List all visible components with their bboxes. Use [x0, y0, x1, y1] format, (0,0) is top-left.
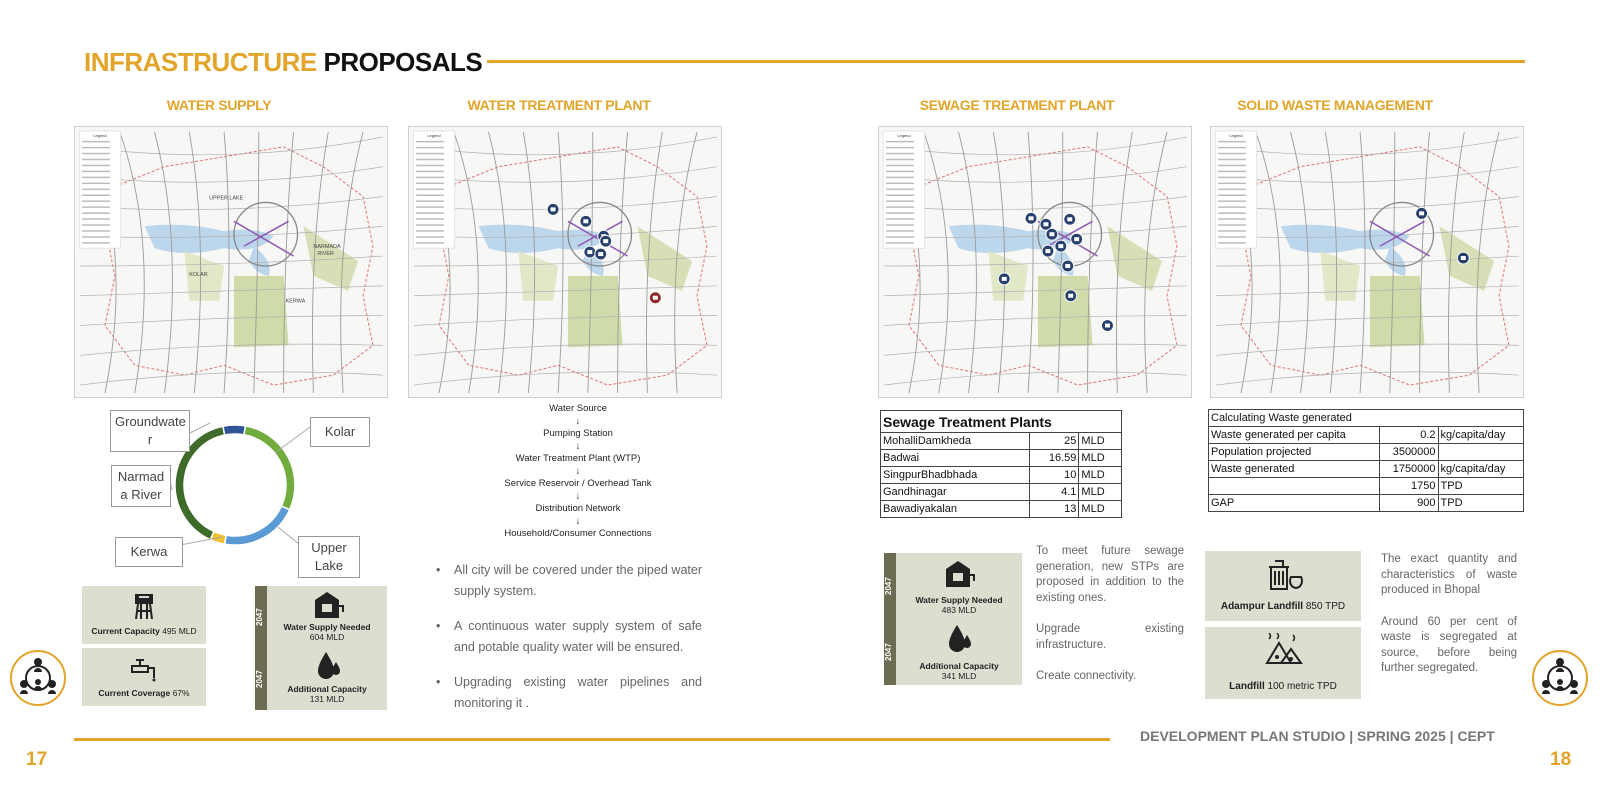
map-label: NARMADA: [313, 244, 341, 251]
legend-entry: [886, 236, 914, 237]
facility-marker-glyph: [587, 250, 592, 254]
legend-title: Legend: [897, 132, 911, 138]
table-row: [1209, 478, 1524, 495]
title-part-2: PROPOSALS: [323, 47, 483, 77]
page-number-left: 17: [26, 749, 48, 770]
facility-marker-glyph: [1068, 294, 1073, 298]
stp-unit: MLD: [1079, 484, 1122, 501]
flow-arrow: ↓: [575, 490, 581, 502]
flow-arrow: ↓: [575, 415, 581, 427]
year-label-2: 2047: [884, 619, 896, 685]
landfill-value: 100 metric TPD: [1267, 681, 1337, 692]
legend-entry: [1218, 147, 1246, 148]
legend-entry: [82, 242, 110, 243]
table-row: [881, 484, 1122, 501]
legend-entry: [886, 165, 914, 166]
house-water-icon: [313, 590, 345, 620]
water-tower-icon: [132, 592, 156, 620]
waste-unit: TPD: [1438, 495, 1523, 512]
legend-entry: [416, 171, 444, 172]
forest-area: [1370, 276, 1425, 347]
stp-name: MohalliDamkheda: [881, 433, 1030, 450]
stp-unit: MLD: [1079, 501, 1122, 518]
water-drop-icon: [315, 650, 343, 680]
legend-entry: [1218, 177, 1246, 178]
legend-entry: [1218, 218, 1246, 219]
legend-entry: [416, 141, 444, 142]
legend-entry: [416, 200, 444, 201]
waste-unit: kg/capita/day: [1438, 461, 1523, 478]
list-item: • A continuous water supply system of safe and potable quality water will be ensured.: [434, 616, 702, 657]
legend-entry: [1218, 171, 1246, 172]
heading-sewage-treatment: SEWAGE TREATMENT PLANT: [919, 97, 1115, 113]
facility-marker-glyph: [1074, 237, 1079, 241]
map-label: RIVER: [317, 251, 334, 258]
callout-leader-line: [278, 527, 300, 545]
flow-step: Service Reservoir / Overhead Tank: [504, 478, 652, 489]
legend-entry: [416, 212, 444, 213]
donut-slice-kolar: [244, 426, 295, 510]
legend-entry: [82, 177, 110, 178]
people-network-icon: [1534, 652, 1586, 704]
legend-entry: [416, 195, 444, 196]
heading-solid-waste: SOLID WASTE MANAGEMENT: [1237, 97, 1433, 113]
heading-water-supply: WATER SUPPLY: [166, 97, 272, 113]
landfill-box: [1205, 627, 1361, 699]
table-row: [1209, 444, 1524, 461]
flow-arrow: ↓: [575, 465, 581, 477]
people-network-icon: [12, 652, 64, 704]
legend-title: Legend: [93, 132, 107, 138]
stp-paragraph: To meet future sewage generation, new STPs are proposed in addition to the existing ones.: [1036, 545, 1184, 604]
water-supply-map: [74, 126, 388, 398]
stp-unit: MLD: [1079, 450, 1122, 467]
waste-unit: TPD: [1438, 478, 1523, 495]
legend-entry: [416, 147, 444, 148]
heading-water-treatment: WATER TREATMENT PLANT: [467, 97, 651, 113]
legend-entry: [886, 212, 914, 213]
stp-table: [880, 410, 1122, 518]
stp-value: 4.1: [1030, 484, 1079, 501]
ws-needed-label: Water Supply Needed: [283, 622, 371, 632]
legend-entry: [1218, 242, 1246, 243]
waste-name: [1209, 478, 1380, 495]
stp-table-header: Sewage Treatment Plants: [881, 411, 1122, 433]
legend-entry: [1218, 165, 1246, 166]
stp-additional-label: Additional Capacity: [919, 661, 999, 671]
flow-arrow: ↓: [575, 440, 581, 452]
page-title: [84, 47, 482, 78]
solid-waste-map-graphic: [1211, 127, 1523, 397]
table-row: [881, 501, 1122, 518]
footer-rule: [74, 738, 1110, 741]
flow-step: Household/Consumer Connections: [504, 528, 652, 539]
facility-marker-glyph: [1058, 244, 1063, 248]
legend-entry: [1218, 195, 1246, 196]
callout-leader-line: [275, 427, 310, 453]
flow-arrow: ↓: [575, 515, 581, 527]
waste-table: [1208, 409, 1524, 512]
stp-2047-box: [884, 553, 1022, 685]
list-item: • Upgrading existing water pipelines and monitoring it .: [434, 672, 702, 713]
facility-marker-glyph: [551, 207, 556, 211]
legend-entry: [416, 236, 444, 237]
water-drop-icon: [946, 623, 974, 653]
waste-name: Waste generated per capita: [1209, 427, 1380, 444]
callout-upper-lake: Upper Lake: [298, 536, 360, 578]
legend-entry: [82, 206, 110, 207]
stp-text: [1036, 544, 1184, 685]
legend-entry: [416, 230, 444, 231]
legend-entry: [1218, 159, 1246, 160]
adampur-label: Adampur Landfill: [1220, 601, 1304, 612]
legend-entry: [886, 218, 914, 219]
legend-entry: [886, 171, 914, 172]
legend-entry: [82, 224, 110, 225]
stp-paragraph: Upgrade existing infrastructure.: [1036, 623, 1184, 651]
legend-entry: [82, 141, 110, 142]
legend-entry: [886, 200, 914, 201]
waste-value: 0.2: [1380, 427, 1439, 444]
waste-value: 1750000: [1380, 461, 1439, 478]
adampur-landfill-box: [1205, 551, 1361, 621]
title-part-1: INFRASTRUCTURE: [84, 47, 317, 77]
legend-entry: [1218, 224, 1246, 225]
sewage-treatment-map-graphic: [879, 127, 1191, 397]
legend-entry: [416, 206, 444, 207]
legend-title: Legend: [1229, 132, 1243, 138]
ws-additional-value: 131 MLD: [309, 694, 345, 704]
title-rule: [487, 60, 1525, 63]
legend-entry: [82, 200, 110, 201]
waste-text: [1381, 552, 1517, 677]
water-tap-icon: [130, 656, 160, 682]
legend-entry: [886, 177, 914, 178]
legend-entry: [82, 212, 110, 213]
current-coverage-box: [82, 648, 206, 706]
water-supply-map-graphic: [75, 127, 387, 397]
table-row: [1209, 461, 1524, 478]
flow-step: Distribution Network: [535, 503, 621, 514]
legend-entry: [416, 242, 444, 243]
landfill-icon: [1263, 633, 1303, 667]
legend-entry: [82, 159, 110, 160]
legend-entry: [1218, 141, 1246, 142]
flow-step: Pumping Station: [543, 428, 613, 439]
waste-value: 1750: [1380, 478, 1439, 495]
house-water-icon: [944, 559, 976, 589]
waste-value: 900: [1380, 495, 1439, 512]
list-item: • All city will be covered under the piped water supply system.: [434, 560, 702, 601]
legend-entry: [886, 224, 914, 225]
current-coverage-label: Current Coverage: [98, 688, 171, 698]
waste-paragraph: Around 60 per cent of waste is segregated at source, before being further segregated.: [1381, 615, 1517, 674]
legend-entry: [82, 165, 110, 166]
legend-entry: [82, 218, 110, 219]
facility-marker-glyph: [1067, 217, 1072, 221]
waste-bin-icon: [1267, 557, 1303, 591]
forest-area: [234, 276, 289, 347]
facility-marker-glyph: [653, 296, 658, 300]
map-label: UPPER LAKE: [209, 195, 244, 202]
facility-marker-glyph: [1045, 249, 1050, 253]
facility-marker-glyph: [1065, 264, 1070, 268]
legend-entry: [1218, 212, 1246, 213]
current-capacity-label: Current Capacity: [91, 626, 160, 636]
stp-additional-value: 341 MLD: [941, 671, 977, 681]
legend-entry: [886, 189, 914, 190]
legend-entry: [416, 159, 444, 160]
ws-2047-box: [255, 586, 387, 710]
facility-marker-glyph: [1419, 211, 1424, 215]
legend-entry: [416, 189, 444, 190]
callout-narmada: Narmad a River: [111, 465, 171, 507]
legend-entry: [1218, 236, 1246, 237]
legend-entry: [82, 183, 110, 184]
legend-entry: [82, 189, 110, 190]
map-label: KERWA: [285, 298, 306, 305]
legend-entry: [886, 195, 914, 196]
page-number-right: 18: [1550, 749, 1572, 770]
facility-marker-glyph: [1043, 222, 1048, 226]
stp-needed-label: Water Supply Needed: [915, 595, 1003, 605]
ws-needed-value: 604 MLD: [309, 632, 345, 642]
callout-kolar: Kolar: [310, 417, 370, 447]
stp-needed-value: 483 MLD: [941, 605, 977, 615]
facility-marker-glyph: [598, 252, 603, 256]
legend-entry: [886, 230, 914, 231]
stp-unit: MLD: [1079, 433, 1122, 450]
legend-entry: [416, 177, 444, 178]
legend-entry: [82, 153, 110, 154]
stp-value: 13: [1030, 501, 1079, 518]
legend-entry: [82, 171, 110, 172]
waste-value: 3500000: [1380, 444, 1439, 461]
legend-entry: [82, 236, 110, 237]
water-treatment-map: [408, 126, 722, 398]
stp-name: Gandhinagar: [881, 484, 1030, 501]
stp-value: 10: [1030, 467, 1079, 484]
sewage-treatment-map: [878, 126, 1192, 398]
water-treatment-map-graphic: [409, 127, 721, 397]
legend-entry: [1218, 153, 1246, 154]
community-icon-left: [10, 650, 66, 706]
legend-entry: [1218, 200, 1246, 201]
landfill-label: Landfill: [1229, 681, 1265, 692]
stp-unit: MLD: [1079, 467, 1122, 484]
waste-name: GAP: [1209, 495, 1380, 512]
map-label: KOLAR: [189, 271, 208, 278]
community-icon-right: [1532, 650, 1588, 706]
facility-marker-glyph: [1029, 216, 1034, 220]
callout-groundwater: Groundwate r: [110, 410, 190, 452]
legend-entry: [416, 153, 444, 154]
facility-marker-glyph: [1461, 256, 1466, 260]
stp-name: Badwai: [881, 450, 1030, 467]
table-row: [881, 450, 1122, 467]
legend-entry: [82, 230, 110, 231]
table-row: [1209, 495, 1524, 512]
flow-step: Water Treatment Plant (WTP): [515, 453, 641, 464]
legend-entry: [886, 153, 914, 154]
adampur-value: 850 TPD: [1305, 601, 1346, 612]
year-label-1: 2047: [884, 553, 896, 619]
water-flow-diagram: [478, 403, 678, 541]
waste-table-header: Calculating Waste generated: [1209, 410, 1524, 427]
table-row: [1209, 427, 1524, 444]
legend-entry: [1218, 206, 1246, 207]
legend-title: Legend: [427, 132, 441, 138]
ws-additional-label: Additional Capacity: [287, 684, 367, 694]
current-capacity-value: 495 MLD: [162, 626, 197, 636]
waste-unit: kg/capita/day: [1438, 427, 1523, 444]
donut-slice-upper-lake: [225, 506, 290, 545]
stp-name: Bawadiyakalan: [881, 501, 1030, 518]
stp-value: 16.59: [1030, 450, 1079, 467]
legend-entry: [886, 141, 914, 142]
callout-kerwa: Kerwa: [115, 537, 183, 567]
facility-marker-glyph: [1049, 232, 1054, 236]
donut-slice-groundwater: [223, 425, 245, 435]
stp-value: 25: [1030, 433, 1079, 450]
legend-entry: [82, 195, 110, 196]
stp-name: SingpurBhadbhada: [881, 467, 1030, 484]
legend-entry: [416, 224, 444, 225]
legend-entry: [416, 183, 444, 184]
facility-marker-glyph: [603, 239, 608, 243]
legend-entry: [1218, 189, 1246, 190]
table-row: [881, 433, 1122, 450]
facility-marker-glyph: [1105, 324, 1110, 328]
year-label-2: 2047: [255, 648, 267, 710]
flow-step: Water Source: [549, 403, 607, 414]
current-capacity-box: [82, 586, 206, 644]
facility-marker-glyph: [1002, 277, 1007, 281]
footer-text: DEVELOPMENT PLAN STUDIO | SPRING 2025 | CEPT: [1140, 728, 1495, 744]
legend-entry: [416, 218, 444, 219]
forest-area: [1038, 276, 1093, 347]
facility-marker-glyph: [583, 219, 588, 223]
waste-paragraph: The exact quantity and characteristics of waste produced in Bhopal: [1381, 553, 1517, 596]
current-coverage-value: 67%: [172, 688, 190, 698]
waste-name: Waste generated: [1209, 461, 1380, 478]
legend-entry: [1218, 230, 1246, 231]
legend-entry: [886, 242, 914, 243]
legend-entry: [416, 165, 444, 166]
legend-entry: [886, 206, 914, 207]
waste-unit: [1438, 444, 1523, 461]
waste-name: Population projected: [1209, 444, 1380, 461]
wtp-bullet-list: [434, 560, 702, 713]
legend-entry: [1218, 183, 1246, 184]
legend-entry: [82, 147, 110, 148]
solid-waste-map: [1210, 126, 1524, 398]
legend-entry: [886, 147, 914, 148]
table-row: [881, 467, 1122, 484]
stp-paragraph: Create connectivity.: [1036, 670, 1137, 682]
year-label-1: 2047: [255, 586, 267, 648]
forest-area: [568, 276, 623, 347]
legend-entry: [886, 183, 914, 184]
legend-entry: [886, 159, 914, 160]
